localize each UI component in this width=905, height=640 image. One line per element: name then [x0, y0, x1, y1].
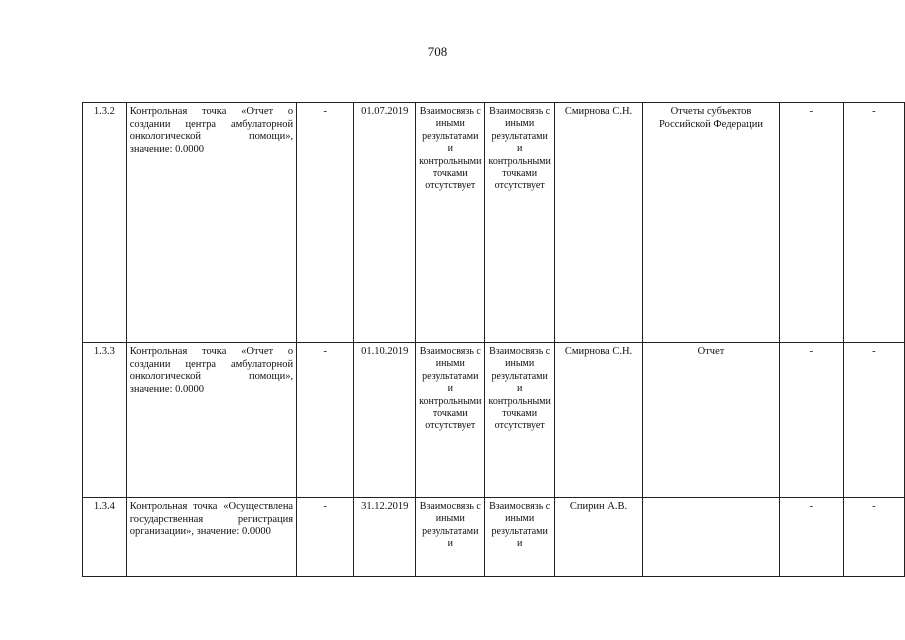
page-number: 708 [427, 44, 448, 59]
checkpoint-description: Контрольная точка «Осуществлена государственная регистрация организации», значение: 0.0000 [126, 498, 296, 577]
relation-next-cell: Взаимосвязь с иными результатами и [485, 498, 554, 577]
end-date-cell: 01.07.2019 [354, 103, 416, 343]
level-cell: - [779, 343, 843, 498]
table-row [83, 343, 905, 498]
row-number: 1.3.3 [83, 343, 127, 498]
document-cell [643, 498, 780, 577]
row-number: 1.3.2 [83, 103, 127, 343]
relation-prev-cell: Взаимосвязь с иными результатами и [416, 498, 485, 577]
relation-prev-cell: Взаимосвязь с иными результатами и контрольными точками отсутствует [416, 343, 485, 498]
level-cell: - [779, 103, 843, 343]
extra-cell: - [843, 498, 904, 577]
table-row [83, 103, 905, 343]
end-date-cell: 31.12.2019 [354, 498, 416, 577]
start-date-cell: - [297, 103, 354, 343]
start-date-cell: - [297, 343, 354, 498]
responsible-cell: Смирнова С.Н. [554, 103, 642, 343]
document-cell: Отчет [643, 343, 780, 498]
table-row [83, 498, 905, 577]
extra-cell: - [843, 343, 904, 498]
relation-prev-cell: Взаимосвязь с иными результатами и контрольными точками отсутствует [416, 103, 485, 343]
start-date-cell: - [297, 498, 354, 577]
relation-next-cell: Взаимосвязь с иными результатами и контрольными точками отсутствует [485, 343, 554, 498]
document-cell: Отчеты субъектов Российской Федерации [643, 103, 780, 343]
responsible-cell: Спирин А.В. [554, 498, 642, 577]
end-date-cell: 01.10.2019 [354, 343, 416, 498]
checkpoints-table [82, 102, 905, 577]
relation-next-cell: Взаимосвязь с иными результатами и контрольными точками отсутствует [485, 103, 554, 343]
row-number: 1.3.4 [83, 498, 127, 577]
level-cell: - [779, 498, 843, 577]
checkpoint-description: Контрольная точка «Отчет о создании центра амбулаторной онкологической помощи», значение: 0.0000 [126, 103, 296, 343]
responsible-cell: Смирнова С.Н. [554, 343, 642, 498]
checkpoint-description: Контрольная точка «Отчет о создании центра амбулаторной онкологической помощи», значение: 0.0000 [126, 343, 296, 498]
extra-cell: - [843, 103, 904, 343]
